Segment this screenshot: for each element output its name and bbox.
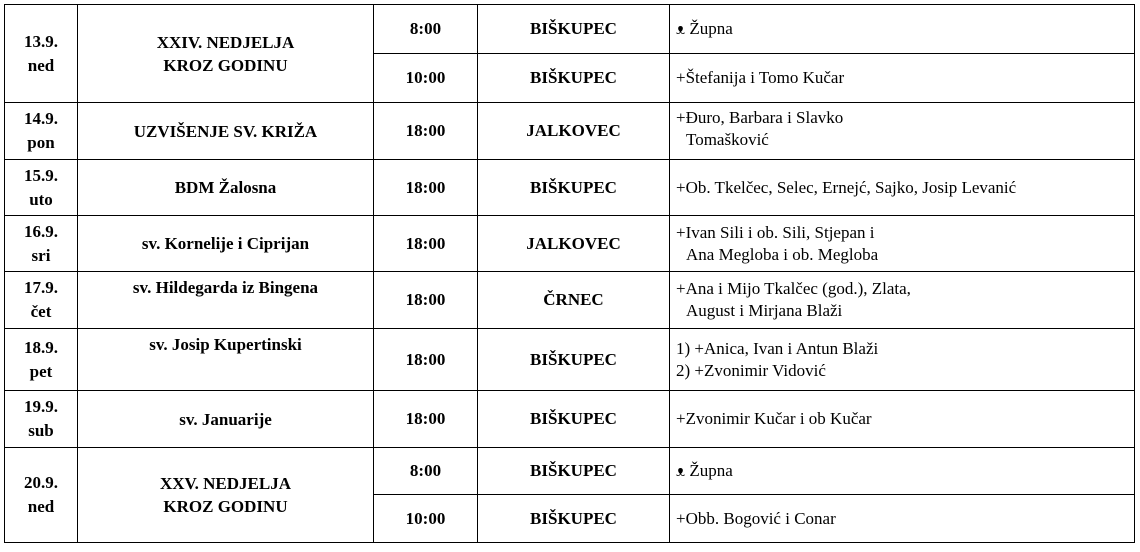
day-label: sub [28, 421, 54, 440]
place-cell: BIŠKUPEC [478, 495, 670, 543]
date-cell [5, 216, 78, 272]
feast-label: KROZ GODINU [163, 55, 288, 75]
intention-cell [670, 54, 1135, 103]
intention-line: Ana Megloba i ob. Megloba [686, 244, 879, 264]
feast-cell: sv. Josip Kupertinski [78, 329, 374, 391]
date-label: 20.9. [24, 473, 58, 492]
intention-cell: +Obb. Bogović i Conar [670, 495, 1135, 543]
intention-line: +Đuro, Barbara i Slavko [676, 108, 844, 127]
day-label: čet [30, 302, 52, 321]
table-row [5, 448, 1135, 495]
time-cell: 8:00 [374, 448, 478, 495]
feast-cell: BDM Žalosna [78, 160, 374, 216]
time-cell: 18:00 [374, 160, 478, 216]
intention-cell: +Zvonimir Kučar i ob Kučar [670, 391, 1135, 448]
day-label: ned [27, 55, 55, 75]
date-cell [5, 160, 78, 216]
date-cell [5, 448, 78, 543]
intention-cell [670, 103, 1135, 160]
time-cell: 10:00 [374, 54, 478, 103]
feast-label: KROZ GODINU [163, 497, 288, 516]
feast-cell: sv. Kornelije i Ciprijan [78, 216, 374, 272]
place-cell: JALKOVEC [478, 216, 670, 272]
day-label: pon [27, 133, 55, 152]
place-cell: JALKOVEC [478, 103, 670, 160]
date-label: 13.9. [24, 31, 58, 51]
date-label: 16.9. [24, 221, 58, 241]
date-label: 19.9. [24, 397, 58, 416]
feast-label: XXV. NEDJELJA [160, 474, 291, 493]
table-row [5, 329, 1135, 391]
intention-line: August i Mirjana Blaži [686, 301, 843, 320]
date-label: 17.9. [24, 278, 58, 297]
feast-label: XXIV. NEDJELJA [156, 32, 295, 52]
intention-cell [670, 329, 1135, 391]
table-row [5, 216, 1135, 272]
intention-line: +Ivan Sili i ob. Sili, Stjepan i [676, 222, 875, 242]
table-row [5, 5, 1135, 54]
time-cell: 10:00 [374, 495, 478, 543]
date-cell [5, 103, 78, 160]
date-cell [5, 272, 78, 329]
mass-schedule-table [4, 4, 1135, 543]
intention-cell [670, 272, 1135, 329]
date-label: 14.9. [24, 109, 58, 128]
time-cell: 8:00 [374, 5, 478, 54]
feast-cell: sv. Januarije [78, 391, 374, 448]
intention-text: +Štefanija i Tomo Kučar [676, 68, 845, 87]
day-label: uto [29, 189, 53, 209]
intention-line: +Ana i Mijo Tkalčec (god.), Zlata, [676, 279, 911, 298]
day-label: ned [27, 497, 55, 516]
feast-cell [78, 448, 374, 543]
intention-cell: +Ob. Tkelčec, Selec, Ernejć, Sajko, Josip Levanić [670, 160, 1135, 216]
intention-cell: ᴥ Župna [670, 448, 1135, 495]
table-row [5, 103, 1135, 160]
intention-line: 2) +Zvonimir Vidović [676, 360, 826, 380]
feast-cell: UZVIŠENJE SV. KRIŽA [78, 103, 374, 160]
feast-cell: sv. Hildegarda iz Bingena [78, 272, 374, 329]
time-cell: 18:00 [374, 272, 478, 329]
intention-cell [670, 216, 1135, 272]
place-cell: BIŠKUPEC [478, 391, 670, 448]
place-cell: BIŠKUPEC [478, 54, 670, 103]
place-cell: BIŠKUPEC [478, 160, 670, 216]
time-cell: 18:00 [374, 216, 478, 272]
time-cell: 18:00 [374, 391, 478, 448]
date-cell [5, 329, 78, 391]
date-cell [5, 5, 78, 103]
place-cell: BIŠKUPEC [478, 448, 670, 495]
day-label: sri [31, 245, 51, 265]
intention-cell: ᴥ Župna [670, 5, 1135, 54]
table-row [5, 160, 1135, 216]
date-cell [5, 391, 78, 448]
table-row [5, 272, 1135, 329]
place-cell: ČRNEC [478, 272, 670, 329]
place-cell: BIŠKUPEC [478, 5, 670, 54]
feast-cell [78, 5, 374, 103]
time-cell: 18:00 [374, 329, 478, 391]
intention-line: Tomašković [686, 130, 769, 149]
day-label: pet [29, 361, 53, 381]
place-cell: BIŠKUPEC [478, 329, 670, 391]
intention-line: 1) +Anica, Ivan i Antun Blaži [676, 338, 879, 358]
table-row [5, 391, 1135, 448]
time-cell: 18:00 [374, 103, 478, 160]
date-label: 18.9. [24, 337, 58, 357]
date-label: 15.9. [24, 165, 58, 185]
